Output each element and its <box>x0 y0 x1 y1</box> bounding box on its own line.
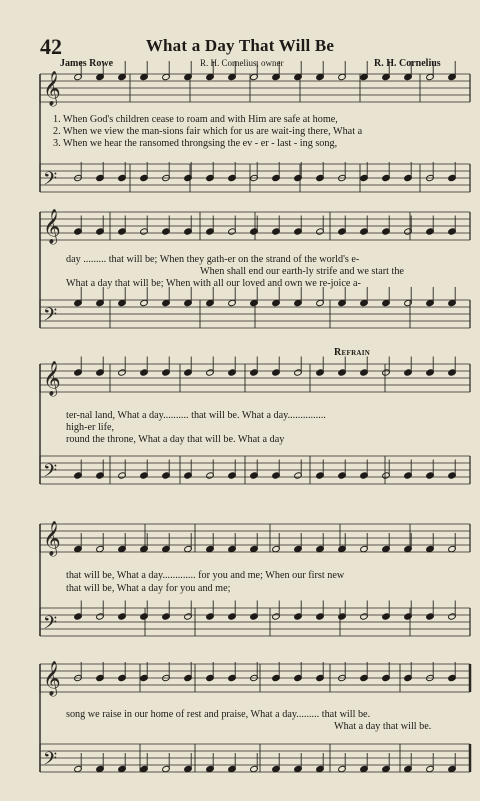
bass-clef: 𝄢 <box>43 613 58 638</box>
treble-clef: 𝄞 <box>43 521 61 556</box>
lyric-line-s3-v3: round the throne, What a day that will be. What a day <box>66 434 285 445</box>
lyric-line-s4-v2: that will be, What a day for you and me; <box>66 583 231 594</box>
treble-clef: 𝄞 <box>43 71 61 106</box>
refrain-label: Refrain <box>334 347 371 358</box>
bass-clef: 𝄢 <box>43 305 58 330</box>
lyric-line-s3-v1: ter-nal land, What a day.......... that will be. What a day............... <box>66 410 326 421</box>
author-credit: James Rowe <box>60 58 114 69</box>
lyric-line-s1-v3: 3. When we hear the ransomed throngsing the ev - er - last - ing song, <box>53 138 338 149</box>
treble-clef: 𝄞 <box>43 361 61 396</box>
bass-clef: 𝄢 <box>43 749 58 774</box>
owner-credit: R. H. Cornelius, owner <box>200 58 284 68</box>
bass-clef: 𝄢 <box>43 169 58 194</box>
lyric-line-s5-v2: What a day that will be. <box>334 721 432 732</box>
lyric-line-s5-v1: song we raise in our home of rest and praise, What a day......... that will be. <box>66 709 371 720</box>
lyric-line-s2-v2: When shall end our earth-ly strife and we start the <box>200 266 404 277</box>
lyric-line-s1-v2: 2. When we view the man-sions fair which for us are wait-ing there, What a <box>53 126 363 137</box>
treble-clef: 𝄞 <box>43 661 61 696</box>
lyric-line-s2-v3: What a day that will be; When with all our loved and own we re-joice a- <box>66 278 361 289</box>
treble-clef: 𝄞 <box>43 209 61 244</box>
lyric-line-s4-v1: that will be, What a day............. for you and me; When our first new <box>66 570 345 581</box>
hymn-title: What a Day That Will Be <box>145 36 335 55</box>
page-number: 42 <box>40 34 62 59</box>
lyric-line-s2-v1: day ......... that will be; When they gath-er on the strand of the world's e- <box>66 254 360 265</box>
bass-clef: 𝄢 <box>43 461 58 486</box>
lyric-line-s1-v1: 1. When God's children cease to roam and with Him are safe at home, <box>53 114 338 125</box>
composer-credit: R. H. Cornelius <box>374 58 441 69</box>
lyric-line-s3-v2: high-er life, <box>66 422 115 433</box>
